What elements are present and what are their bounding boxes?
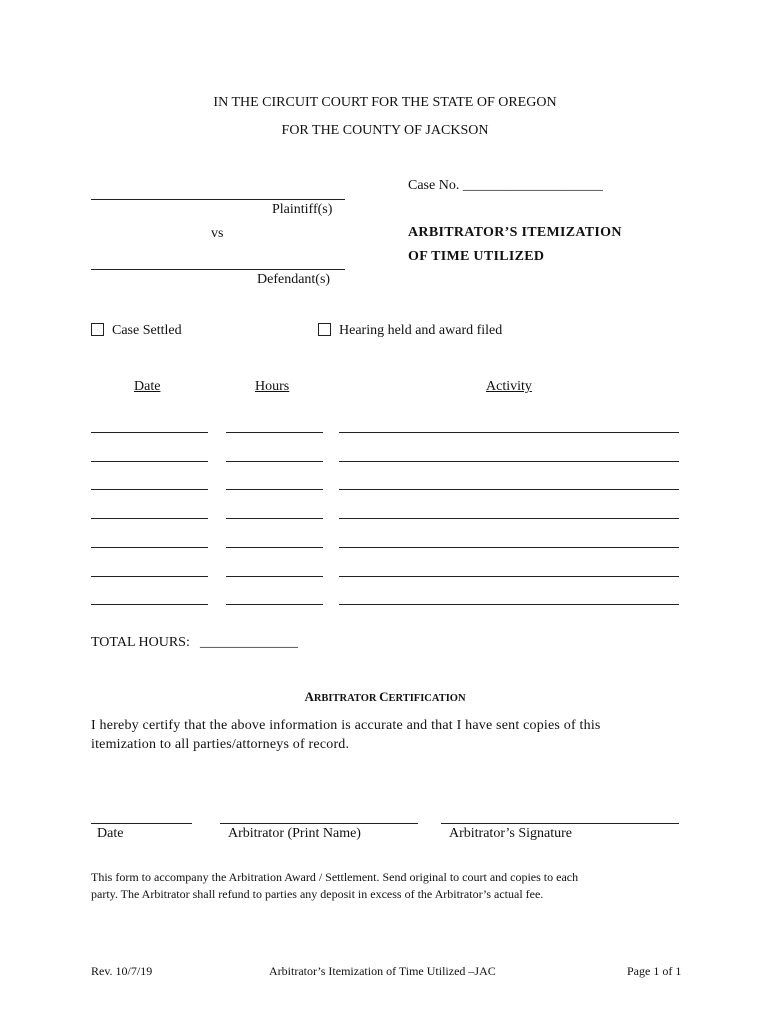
plaintiff-label: Plaintiff(s) xyxy=(272,202,333,217)
row-hours-line[interactable] xyxy=(226,518,323,519)
total-hours-field[interactable]: ______________ xyxy=(200,635,298,650)
row-activity-line[interactable] xyxy=(339,518,679,519)
total-hours-label: TOTAL HOURS: xyxy=(91,635,190,650)
row-date-line[interactable] xyxy=(91,604,208,605)
row-hours-line[interactable] xyxy=(226,461,323,462)
arbitrator-signature-line[interactable] xyxy=(441,823,679,824)
arbitrator-print-name-label: Arbitrator (Print Name) xyxy=(228,826,361,841)
certification-title-rest-a: RBITRATOR xyxy=(313,693,377,704)
certification-title-initial-a: A xyxy=(304,689,314,704)
instructions-line2: party. The Arbitrator shall refund to parties any deposit in excess of the Arbitrator’s actual fee. xyxy=(91,887,544,901)
document-title-line1: ARBITRATOR’S ITEMIZATION xyxy=(408,225,622,240)
row-date-line[interactable] xyxy=(91,547,208,548)
row-activity-line[interactable] xyxy=(339,547,679,548)
row-date-line[interactable] xyxy=(91,576,208,577)
date-column-header: Date xyxy=(134,379,161,394)
footer-form-name: Arbitrator’s Itemization of Time Utilized –JAC xyxy=(269,964,496,978)
footer-page-number: Page 1 of 1 xyxy=(627,964,682,978)
case-settled-checkbox[interactable] xyxy=(91,323,104,336)
hours-column-header: Hours xyxy=(255,379,290,394)
hearing-held-label: Hearing held and award filed xyxy=(339,323,503,338)
certification-body-line1: I hereby certify that the above information is accurate and that I have sent copies of this xyxy=(91,718,601,733)
hearing-held-checkbox[interactable] xyxy=(318,323,331,336)
row-hours-line[interactable] xyxy=(226,576,323,577)
arbitrator-signature-label: Arbitrator’s Signature xyxy=(449,826,572,841)
signature-date-line[interactable] xyxy=(91,823,192,824)
row-activity-line[interactable] xyxy=(339,489,679,490)
instructions-line1: This form to accompany the Arbitration Award / Settlement. Send original to court and copies to each xyxy=(91,870,579,884)
case-settled-label: Case Settled xyxy=(112,323,182,338)
case-number-field[interactable]: Case No. ____________________ xyxy=(408,178,603,193)
row-activity-line[interactable] xyxy=(339,604,679,605)
certification-title-rest-c: ERTIFICATION xyxy=(388,693,466,704)
row-hours-line[interactable] xyxy=(226,489,323,490)
certification-title xyxy=(0,689,770,707)
county-heading: FOR THE COUNTY OF JACKSON xyxy=(281,123,489,138)
court-heading: IN THE CIRCUIT COURT FOR THE STATE OF OREGON xyxy=(213,95,557,110)
defendant-label: Defendant(s) xyxy=(257,272,331,287)
footer-revision: Rev. 10/7/19 xyxy=(91,964,153,978)
versus-label: vs xyxy=(211,226,224,241)
row-activity-line[interactable] xyxy=(339,576,679,577)
signature-date-label: Date xyxy=(97,826,124,841)
arbitrator-print-name-line[interactable] xyxy=(220,823,418,824)
row-activity-line[interactable] xyxy=(339,432,679,433)
certification-title-initial-c: C xyxy=(379,689,389,704)
document-title-line2: OF TIME UTILIZED xyxy=(408,249,545,264)
row-hours-line[interactable] xyxy=(226,547,323,548)
defendant-name-line[interactable] xyxy=(91,269,345,270)
row-date-line[interactable] xyxy=(91,518,208,519)
certification-body-line2: itemization to all parties/attorneys of record. xyxy=(91,737,350,752)
row-hours-line[interactable] xyxy=(226,604,323,605)
row-activity-line[interactable] xyxy=(339,461,679,462)
plaintiff-name-line[interactable] xyxy=(91,199,345,200)
row-hours-line[interactable] xyxy=(226,432,323,433)
row-date-line[interactable] xyxy=(91,489,208,490)
activity-column-header: Activity xyxy=(486,379,532,394)
row-date-line[interactable] xyxy=(91,432,208,433)
row-date-line[interactable] xyxy=(91,461,208,462)
